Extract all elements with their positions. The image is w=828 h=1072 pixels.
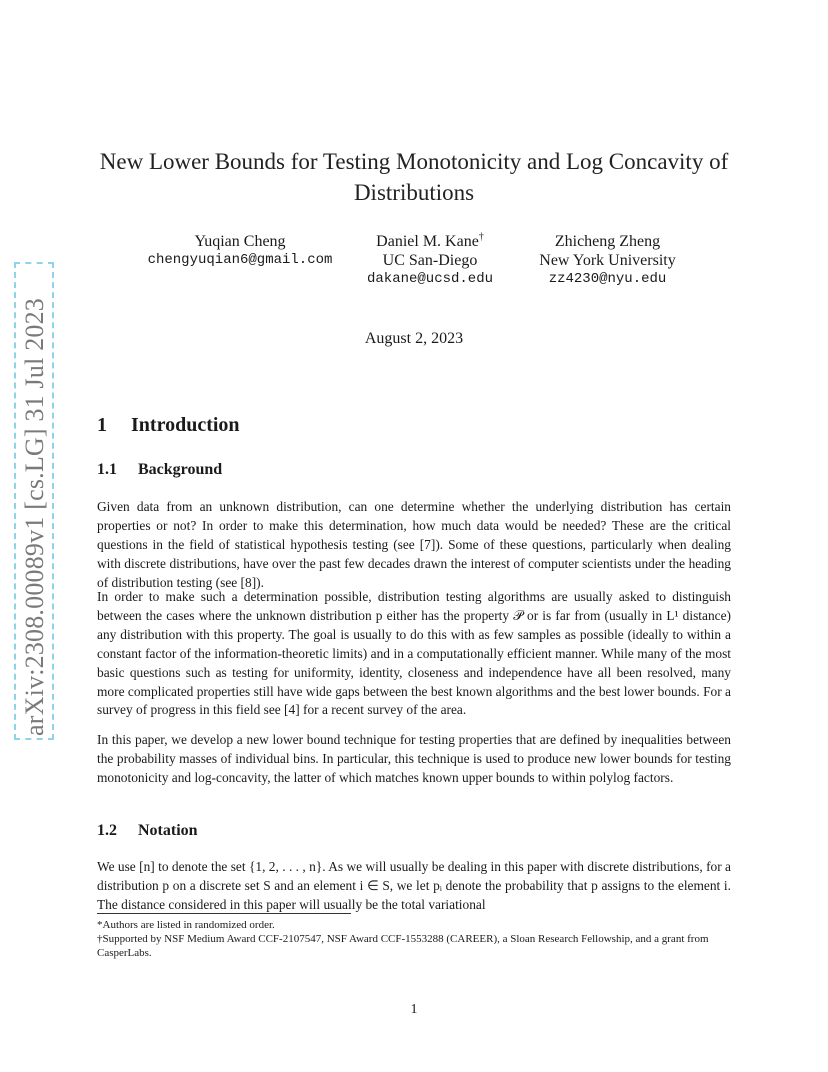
footnotes — [97, 918, 731, 960]
author-block — [135, 232, 345, 270]
author-name: Yuqian Cheng — [194, 233, 286, 250]
arxiv-identifier[interactable]: arXiv:2308.00089v1 [cs.LG] 31 Jul 2023 — [20, 298, 49, 736]
section-title: Introduction — [131, 414, 240, 436]
author-block — [345, 232, 515, 289]
section-number: 1 — [97, 414, 107, 436]
subsection-number: 1.1 — [97, 461, 117, 478]
paragraph — [97, 858, 731, 915]
author-name-line — [345, 232, 515, 251]
paragraph — [97, 498, 731, 593]
subsection-title: Background — [138, 461, 223, 478]
section-heading — [97, 414, 240, 437]
subsection-title: Notation — [138, 822, 198, 839]
author-email[interactable]: dakane@ucsd.edu — [366, 271, 494, 287]
paper-title: New Lower Bounds for Testing Monotonicity and Log Concavity of Distributions — [99, 149, 729, 205]
page-number: 1 — [410, 1002, 418, 1017]
subsection-number: 1.2 — [97, 822, 117, 839]
paragraph — [97, 588, 731, 720]
footnote-rule — [97, 913, 351, 914]
paper-date: August 2, 2023 — [364, 330, 464, 347]
paragraph-text: In this paper, we develop a new lower bound technique for testing properties that are defined by inequalities between the probability masses of individual bins. In particular, this technique is used to produce new lower bounds for testing monotonicity and log-concavity, the latter of which matches known upper bounds to within polylog factors. — [97, 732, 731, 785]
author-block — [515, 232, 700, 289]
author-email[interactable]: zz4230@nyu.edu — [548, 271, 667, 287]
subsection-heading — [97, 461, 222, 479]
paragraph — [97, 731, 731, 788]
footnote-mark[interactable]: † — [478, 231, 484, 243]
author-name: Zhicheng Zheng — [554, 233, 661, 250]
paragraph-text: Given data from an unknown distribution, can one determine whether the underlying distribution has certain properties or not? In order to make this determination, how much data would be needed? These are the critical questions in the field of statistical hypothesis testing (see [7]). Some of these questions, particularly when dealing with discrete distributions, have over the past few decades drawn the interest of computer scientists under the heading of distribution testing (see [8]). — [97, 499, 731, 590]
footnote: *Authors are listed in randomized order. — [97, 919, 275, 931]
author-email[interactable]: chengyuqian6@gmail.com — [147, 252, 333, 268]
author-affiliation: New York University — [539, 252, 676, 269]
paragraph-text: We use [n] to denote the set {1, 2, . . . , n}. As we will usually be dealing in this paper with discrete distributions, for a distribution p on a discrete set S and an element i ∈ S, we let pᵢ denote the probability that p assigns to the element i. The distance considered in this paper will usually be the total variational — [97, 859, 731, 912]
author-name: Daniel M. Kane — [376, 233, 479, 250]
author-affiliation: UC San-Diego — [382, 252, 478, 269]
subsection-heading — [97, 822, 198, 840]
footnote: †Supported by NSF Medium Award CCF-2107547, NSF Award CCF-1553288 (CAREER), a Sloan Research Fellowship, and a grant from CasperLabs. — [97, 933, 709, 959]
paragraph-text: In order to make such a determination possible, distribution testing algorithms are usually asked to distinguish between the cases where the unknown distribution p either has the property 𝒫 or is far from (usually in L¹ distance) any distribution with this property. The goal is usually to do this with as few samples as possible (ideally to within a constant factor of the information-theoretic limits) and in a computationally efficient manner. While many of the most basic questions such as testing for uniformity, identity, closeness and independence have all been resolved, many more complicated properties still have wide gaps between the best known algorithms and the best lower bounds. For a survey of progress in this field see [4] for a recent survey of the area. — [97, 589, 731, 718]
